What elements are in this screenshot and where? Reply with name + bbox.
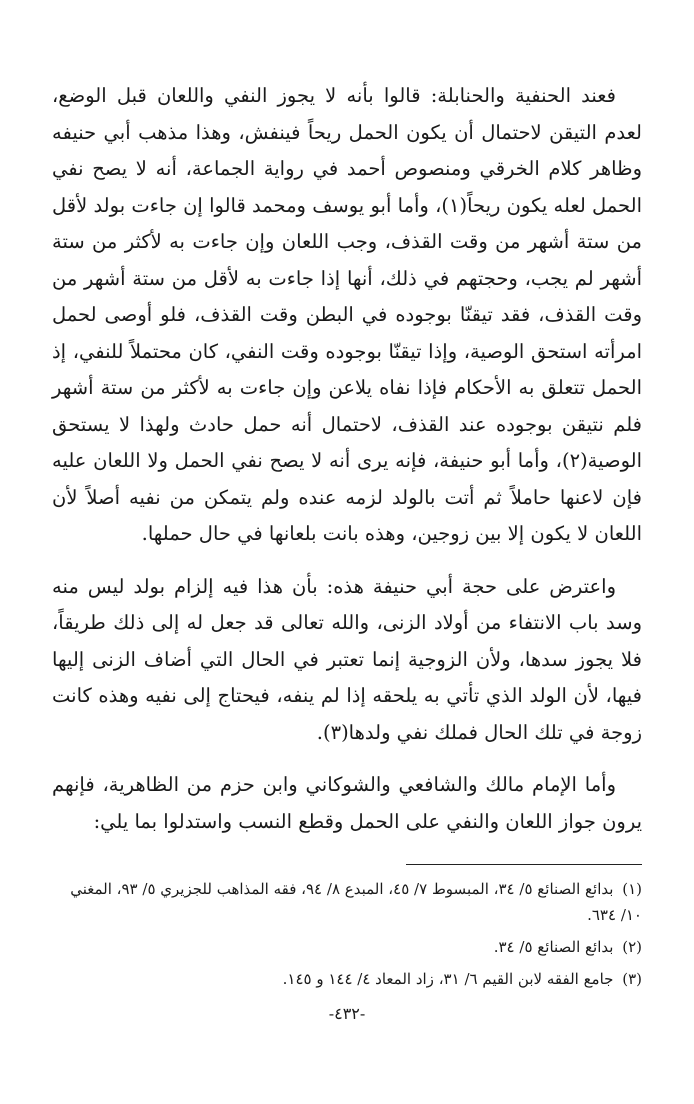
footnote-number: (١) — [622, 880, 642, 898]
footnote-separator — [406, 864, 642, 865]
footnote-number: (٢) — [622, 938, 642, 956]
footnotes — [52, 876, 642, 998]
footnote-1 — [52, 876, 642, 928]
footnote-3 — [52, 966, 642, 992]
paragraph-2: واعترض على حجة أبي حنيفة هذه: بأن هذا فيه إلزام بولد ليس منه وسد باب الانتفاء من أولاد الزنى، والله تعالى قد جعل له إلى ذلك طريقاً، فلا يجوز سدها، ولأن الزوجية إنما تعتبر في الحال التي أضاف الزنى إليها فيها، لأن الولد الذي تأتي به يلحقه إذا لم ينفه، فيحتاج إلى نفيه وهذه كانت زوجة في تلك الحال فملك نفي ولدها(٣). — [52, 574, 642, 744]
footnote-text: جامع الفقه لابن القيم ٦/ ٣١، زاد المعاد ٤/ ١٤٤ و ١٤٥. — [282, 970, 614, 988]
paragraph-1: فعند الحنفية والحنابلة: قالوا بأنه لا يجوز النفي واللعان قبل الوضع، لعدم التيقن لاحتمال أن يكون الحمل ريحاً فينفش، وهذا مذهب أبي حنيفه وظاهر كلام الخرقي ومنصوص أحمد في رواية الجماعة، أنه لا يصح نفي الحمل لعله يكون ريحاً(١)، وأما أبو يوسف ومحمد قالوا إن جاءت بولد لأقل من ستة أشهر من وقت القذف، وجب اللعان وإن جاءت به لأكثر من ستة أشهر لم يجب، وحجتهم في ذلك، أنها إذا جاءت به لأقل من ستة أشهر من وقت القذف، فقد تيقنّا بوجوده في البطن وقت القذف، فلو أوصى لحمل امرأته استحق الوصية، وإذا تيقنّا بوجوده وقت النفي، كان محتملاً للنفي، إذ الحمل تتعلق به الأحكام فإذا نفاه يلاعن وإن جاءت به لأكثر من ستة أشهر فلم نتيقن بوجوده عند القذف، لاحتمال أنه حمل حادث ولهذا لا يستحق الوصية(٢)، وأما أبو حنيفة، فإنه يرى أنه لا يصح نفي الحمل ولا اللعان عليه فإن لاعنها حاملاً ثم أتت بالولد لزمه عنده ولم يتمكن من نفيه أصلاً لأن اللعان لا يكون إلا بين زوجين، وهذه بانت بلعانها في حال حملها. — [52, 84, 642, 545]
paragraph-3: وأما الإمام مالك والشافعي والشوكاني وابن حزم من الظاهرية، فإنهم يرون جواز اللعان والنفي على الحمل وقطع النسب واستدلوا بما يلي: — [52, 773, 642, 833]
main-text — [52, 78, 642, 840]
footnote-2 — [52, 934, 642, 960]
page-number: -٤٣٢- — [328, 1004, 366, 1023]
footnote-text: بدائع الصنائع ٥/ ٣٤، المبسوط ٧/ ٤٥، المبدع ٨/ ٩٤، فقه المذاهب للجزيري ٥/ ٩٣، المغني ١٠/ ٦٣٤. — [70, 880, 642, 924]
footnote-text: بدائع الصنائع ٥/ ٣٤. — [493, 938, 614, 956]
footnote-number: (٣) — [622, 970, 642, 988]
